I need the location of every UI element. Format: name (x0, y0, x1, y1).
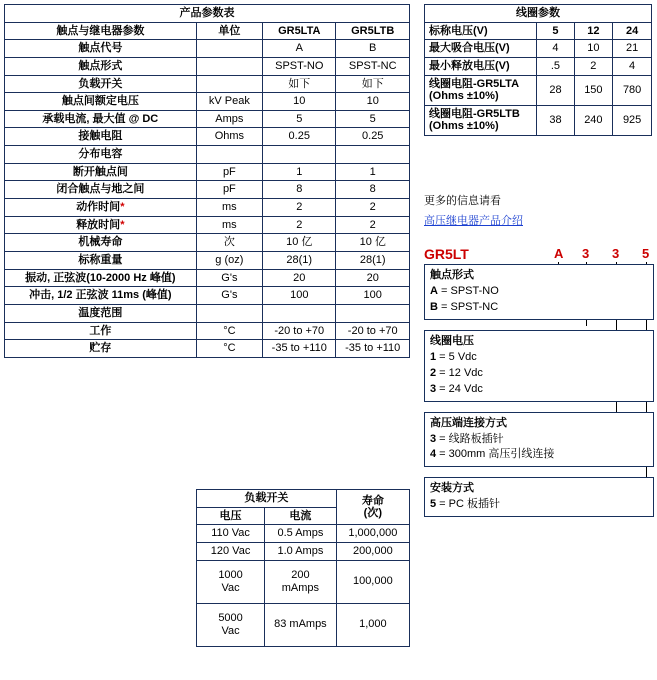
row-label: 振动, 正弦波(10-2000 Hz 峰值) (5, 269, 197, 287)
table-row (5, 340, 410, 358)
decoder-option (430, 497, 648, 513)
product-table (4, 4, 410, 358)
coil-parameters-table (424, 4, 652, 136)
row-value-gr5lta: 10 (263, 93, 336, 111)
row-unit: ms (196, 216, 262, 234)
row-value-gr5lta (263, 304, 336, 322)
coil-row-value: .5 (537, 57, 574, 75)
coil-row-value: 28 (537, 75, 574, 105)
col-header-gr5lta: GR5LTA (263, 22, 336, 40)
part-number-digit-3: 3 (612, 246, 620, 261)
table-row (197, 542, 410, 560)
coil-row-label: 最小释放电压(V) (425, 57, 537, 75)
row-label: 冲击, 1/2 正弦波 11ms (峰值) (5, 287, 197, 305)
coil-row-label-line2: (Ohms ±10%) (429, 90, 499, 103)
part-number-row (424, 246, 654, 264)
row-unit: G's (196, 287, 262, 305)
decoder-box-heading: 线圈电压 (430, 334, 474, 347)
table-row (5, 181, 410, 199)
row-label: 标称重量 (5, 251, 197, 269)
part-number-prefix: GR5LT (424, 246, 469, 262)
row-value-gr5ltb: 10 亿 (336, 234, 410, 252)
footnote-marker: * (120, 201, 125, 214)
load-life: 100,000 (336, 560, 409, 603)
row-value-gr5ltb: SPST-NC (336, 57, 410, 75)
decoder-option (430, 366, 648, 382)
row-label: 负载开关 (5, 75, 197, 93)
load-voltage: 120 Vac (197, 542, 265, 560)
table-row (5, 40, 410, 58)
table-row (5, 75, 410, 93)
load-voltage (197, 603, 265, 646)
table-row (5, 322, 410, 340)
row-value-gr5lta: 0.25 (263, 128, 336, 146)
row-value-gr5ltb (336, 304, 410, 322)
decoder-option (430, 382, 648, 398)
coil-row-value: 4 (613, 57, 652, 75)
coil-row-label-line1: 线圈电阻-GR5LTA (429, 77, 520, 90)
coil-title-row (425, 5, 652, 23)
decoder-option-text: = PC 板插针 (436, 498, 500, 511)
row-label: 触点间额定电压 (5, 93, 197, 111)
row-value-gr5lta: 1 (263, 163, 336, 181)
decoder-box-heading: 安装方式 (430, 482, 474, 495)
more-info-block (424, 192, 654, 228)
row-unit: G's (196, 269, 262, 287)
table-row (5, 216, 410, 234)
row-value-gr5ltb: 8 (336, 181, 410, 199)
coil-row-value: 780 (613, 75, 652, 105)
row-value-gr5ltb: 0.25 (336, 128, 410, 146)
row-unit: kV Peak (196, 93, 262, 111)
decoder-option-code: 3 (430, 382, 437, 395)
load-current-line1: 200 (291, 568, 310, 581)
load-table-title: 负载开关 (197, 490, 337, 508)
part-number-digit-4: 5 (642, 246, 650, 261)
row-value-gr5lta: SPST-NO (263, 57, 336, 75)
row-label: 贮存 (5, 340, 197, 358)
decoder-option (430, 432, 648, 448)
load-life-header-line1: 寿命 (361, 494, 384, 507)
load-voltage-line1: 1000 (218, 568, 243, 581)
decoder-box (424, 477, 654, 517)
row-label: 分布电容 (5, 146, 197, 164)
product-parameters-table (4, 4, 410, 358)
decoder-option-text: = 12 Vdc (436, 366, 483, 379)
decoder-option-code: B (430, 300, 438, 313)
col-header-unit: 单位 (196, 22, 262, 40)
row-value-gr5lta: 5 (263, 110, 336, 128)
table-row (5, 128, 410, 146)
load-life: 200,000 (336, 542, 409, 560)
table-row (425, 57, 652, 75)
table-row (425, 40, 652, 58)
load-title-row (197, 490, 410, 508)
row-value-gr5ltb: 2 (336, 199, 410, 217)
row-unit: pF (196, 181, 262, 199)
row-value-gr5lta: 8 (263, 181, 336, 199)
decoder-box (424, 330, 654, 402)
load-voltage-line1: 5000 (218, 611, 243, 624)
row-unit: pF (196, 163, 262, 181)
row-value-gr5ltb: 2 (336, 216, 410, 234)
coil-row-value: 150 (574, 75, 613, 105)
product-intro-link[interactable]: 高压继电器产品介绍 (424, 215, 523, 227)
table-row (197, 525, 410, 543)
row-label: 机械寿命 (5, 234, 197, 252)
part-number-decoder (424, 246, 654, 527)
table-row (5, 287, 410, 305)
load-voltage-line2: Vac (221, 581, 240, 594)
load-current: 0.5 Amps (265, 525, 337, 543)
row-unit: Amps (196, 110, 262, 128)
row-value-gr5lta: -20 to +70 (263, 322, 336, 340)
row-label: 释放时间* (5, 216, 197, 234)
decoder-option-text: = SPST-NC (437, 300, 499, 313)
row-value-gr5lta (263, 146, 336, 164)
load-life-header (336, 490, 409, 525)
table-row (5, 163, 410, 181)
row-value-gr5lta: -35 to +110 (263, 340, 336, 358)
more-info-text: 更多的信息请看 (424, 195, 501, 207)
load-col-voltage: 电压 (197, 507, 265, 525)
row-label: 温度范围 (5, 304, 197, 322)
row-value-gr5ltb: 20 (336, 269, 410, 287)
row-value-gr5lta: 2 (263, 216, 336, 234)
row-value-gr5lta: 20 (263, 269, 336, 287)
footnote-marker: * (120, 218, 125, 231)
table-row (5, 269, 410, 287)
coil-table (424, 4, 652, 136)
row-value-gr5ltb: 28(1) (336, 251, 410, 269)
load-voltage: 110 Vac (197, 525, 265, 543)
table-row (5, 234, 410, 252)
coil-row-value: 4 (537, 40, 574, 58)
table-row (5, 57, 410, 75)
row-value-gr5ltb: 5 (336, 110, 410, 128)
coil-row-value: 38 (537, 105, 574, 135)
table-title-row (5, 5, 410, 23)
col-header-param: 触点与继电器参数 (5, 22, 197, 40)
decoder-option-text: = 线路板插针 (436, 432, 504, 445)
coil-header-label: 标称电压(V) (425, 22, 537, 40)
row-unit (196, 57, 262, 75)
col-header-gr5ltb: GR5LTB (336, 22, 410, 40)
decoder-option-text: = 300mm 高压引线连接 (436, 448, 555, 461)
decoder-option-text: = SPST-NO (437, 284, 499, 297)
decoder-option-code: 4 (430, 448, 437, 461)
coil-header-5v: 5 (537, 22, 574, 40)
row-value-gr5lta: 28(1) (263, 251, 336, 269)
part-number-digit-1: A (554, 246, 564, 261)
coil-row-label (425, 75, 537, 105)
row-value-gr5lta: A (263, 40, 336, 58)
row-value-gr5ltb (336, 146, 410, 164)
decoder-option-text: = 5 Vdc (436, 350, 477, 363)
table-row (197, 603, 410, 646)
load-life: 1,000,000 (336, 525, 409, 543)
product-table-title: 产品参数表 (5, 5, 410, 23)
table-row (5, 93, 410, 111)
decoder-option (430, 284, 648, 300)
row-label: 接触电阻 (5, 128, 197, 146)
row-label: 动作时间* (5, 199, 197, 217)
row-value-gr5ltb: 如下 (336, 75, 410, 93)
row-label: 断开触点间 (5, 163, 197, 181)
row-label: 工作 (5, 322, 197, 340)
table-row (5, 146, 410, 164)
row-label: 触点代号 (5, 40, 197, 58)
row-unit (196, 75, 262, 93)
row-unit: 次 (196, 234, 262, 252)
row-value-gr5ltb: 10 (336, 93, 410, 111)
load-voltage (197, 560, 265, 603)
row-value-gr5ltb: -20 to +70 (336, 322, 410, 340)
coil-row-value: 240 (574, 105, 613, 135)
decoder-box (424, 412, 654, 468)
decoder-box-heading: 触点形式 (430, 269, 474, 281)
row-label: 触点形式 (5, 57, 197, 75)
coil-header-24v: 24 (613, 22, 652, 40)
decoder-option-code: 3 (430, 432, 437, 445)
load-voltage-line2: Vac (221, 624, 240, 637)
load-current (265, 560, 337, 603)
coil-header-row (425, 22, 652, 40)
table-row (197, 560, 410, 603)
coil-row-label-line1: 线圈电阻-GR5LTB (429, 107, 520, 120)
decoder-option-code: 5 (430, 498, 437, 511)
coil-row-value: 2 (574, 57, 613, 75)
table-header-row (5, 22, 410, 40)
decoder-option-code: 1 (430, 350, 437, 363)
table-row (5, 199, 410, 217)
load-life-header-line2: (次) (363, 507, 382, 520)
row-unit: ms (196, 199, 262, 217)
row-value-gr5ltb: 1 (336, 163, 410, 181)
row-value-gr5lta: 如下 (263, 75, 336, 93)
row-label: 闭合触点与地之间 (5, 181, 197, 199)
load-current: 1.0 Amps (265, 542, 337, 560)
row-unit: °C (196, 322, 262, 340)
coil-header-12v: 12 (574, 22, 613, 40)
decoder-option (430, 350, 648, 366)
coil-row-value: 925 (613, 105, 652, 135)
coil-row-label: 最大吸合电压(V) (425, 40, 537, 58)
load-switching-table (196, 489, 410, 647)
table-row (5, 251, 410, 269)
decoder-option (430, 300, 648, 316)
coil-row-value: 10 (574, 40, 613, 58)
row-value-gr5lta: 2 (263, 199, 336, 217)
coil-row-value: 21 (613, 40, 652, 58)
row-value-gr5lta: 100 (263, 287, 336, 305)
load-table (196, 489, 410, 647)
part-number-digit-2: 3 (582, 246, 590, 261)
row-unit: Ohms (196, 128, 262, 146)
row-unit (196, 146, 262, 164)
decoder-box (424, 264, 654, 320)
table-row (425, 75, 652, 105)
load-life: 1,000 (336, 603, 409, 646)
table-row (5, 110, 410, 128)
row-unit (196, 40, 262, 58)
row-unit (196, 304, 262, 322)
row-value-gr5ltb: 100 (336, 287, 410, 305)
table-row (5, 304, 410, 322)
decoder-option-code: A (430, 284, 438, 297)
coil-row-label-line2: (Ohms ±10%) (429, 120, 499, 133)
load-current-line2: mAmps (281, 581, 320, 594)
row-unit: °C (196, 340, 262, 358)
coil-table-title: 线圈参数 (425, 5, 652, 23)
decoder-option (430, 447, 648, 463)
decoder-option-code: 2 (430, 366, 437, 379)
row-value-gr5lta: 10 亿 (263, 234, 336, 252)
load-col-current: 电流 (265, 507, 337, 525)
row-value-gr5ltb: -35 to +110 (336, 340, 410, 358)
row-unit: g (oz) (196, 251, 262, 269)
decoder-option-text: = 24 Vdc (436, 382, 483, 395)
row-label: 承载电流, 最大值 @ DC (5, 110, 197, 128)
table-row (425, 105, 652, 135)
load-current: 83 mAmps (265, 603, 337, 646)
coil-row-label (425, 105, 537, 135)
decoder-box-heading: 高压端连接方式 (430, 416, 507, 429)
row-value-gr5ltb: B (336, 40, 410, 58)
decoder-box-list (424, 264, 654, 517)
